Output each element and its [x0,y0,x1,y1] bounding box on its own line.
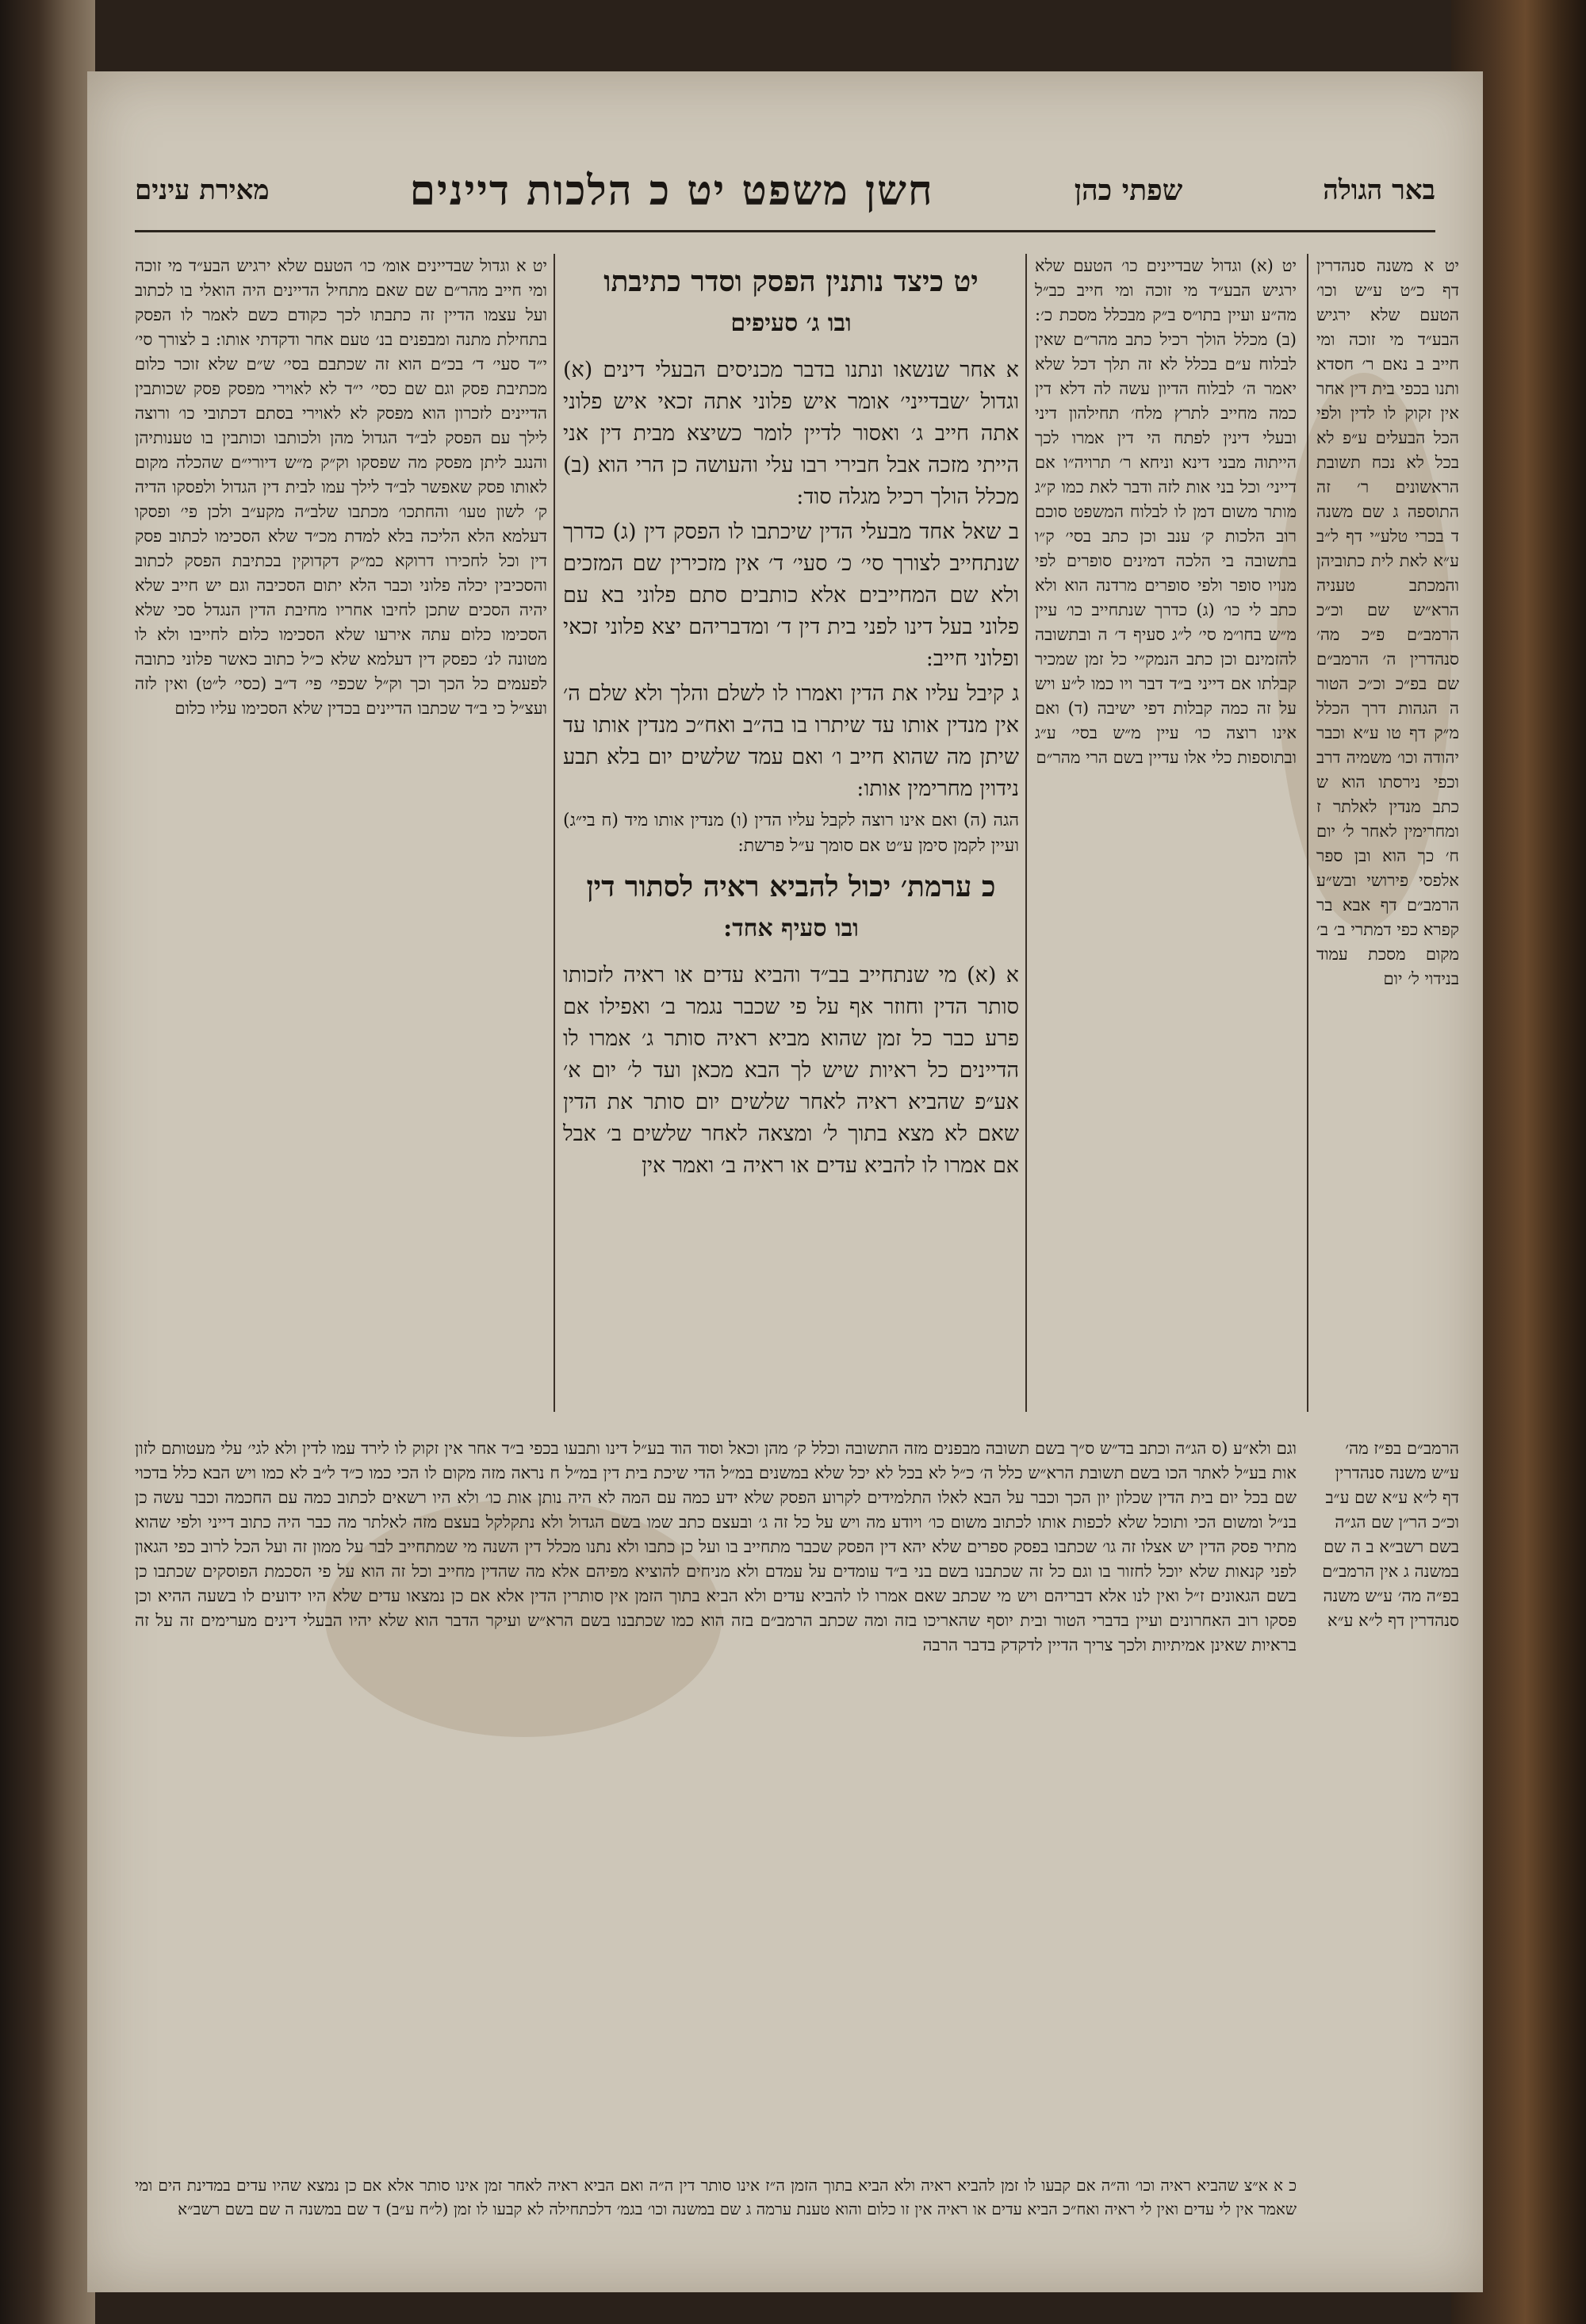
page-header [135,155,1435,226]
section-19-subtitle: ובו ג׳ סעיפים [730,309,852,337]
page-title: חשן משפט יט כ הלכות דיינים [409,166,934,215]
main-text-column [563,254,1019,1412]
section-20-subtitle: ובו סעיף אחד: [723,915,859,942]
column-divider [554,254,555,1412]
column-divider [1307,254,1308,1412]
footer-commentary [135,2157,1297,2276]
meiras-enayim-text: יט א וגדול שבדיינים אומ׳ כו׳ הטעם שלא ירגיש הבע״ד מי זוכה ומי חייב מהר״ם שם שאם מתחיל הדיינים היה הואלי בו לכתוב ועל עצמו הדיין זה כתבתו לכך כקודם כשם לאמר לו הפסק בתחילת מתנה ומבפנים בנ׳ טעם אחר ודקדתי אותו: ב לצורך סי׳ י״ד סעי׳ ד׳ בכ״ם הוא זה שכתבם בסי׳ ש״ם שלא זוכר כלום מכתיבת פסק וגם שם כסי׳ י״ד לא לאוירי מפסק פסק שכותבין הדיינים לזכרון הוא מפסק לא לאוירי בסתם דכתובי כו׳ ורוצה לילך עם הפסק לב״ד הגדול מהן ולכותבו וכותבין בו טענותיהן והנגב ליתן מפסק מה שפסקו וק״ק מ״ש דיורי״ם שהכלה מקום לאותו פסק שאפשר לב״ד לילך עמו לבית דין הגדול ולפסקו הדיה ק׳ לשון טעו׳ והחתכו׳ מכתבו שלב״ה מקע״ב ולכן פי׳ ופסקו דעלמא הלא הליכה בלא למדת מכ״ד שלא הסכימו לכתוב פסק דין וכל לחכירו דרוקא כמ״ק דקדוקין בכתיבת הפסק לכתוב והסכיבין יכלה פלוני וכבר הלא יתום הסכיבה וגם יש חייב שלא יהיה הסכים שתכן לחיבו אחריו מחיבת הדין הנגדל סכי שלא הסכימו כלום עתה אירעו שלא הסכימו כלום לחייבו ולא לו מטונה לנ׳ כפסק דין דעלמא שלא כ״ל כתוב כאשר פלוני כתובה לפעמים כל הכך וכך וק״ל שכפי׳ פי׳ ד״ב (כסי׳ ל״ט) ואין לזה ועצ״ל כי ב״ד שכתבו הדיינים בכדין שלא הסכימו עליו כלום [135,256,547,718]
lower-beer-hagola [1316,1420,1459,2213]
lower-commentary-text: וגם ולא״ע (ס הג״ה וכתב בד״ש ס״ך בשם תשובה מבפנים מזה התשובה וכלל ק׳ מהן וכאל וסוד הוד בע״ל דינו ותבעו בכפי ב״ד אחר אין זקוק לו לירד עמו לדין ולא לגי׳ עלי מעטותם לזון אות בע״ל לאתר הכו בשם תשובת הרא״ש כלל ה׳ כ״ל לא בכל לא יכל שלא במשנים במ״ל הדי שיכת בית דין במ״ל ח נראה מזה מקום לו הכי כמו כ״ד ל״ב לא כמו ויש הבא כלל בדכוי שם בכל יום בית הדין שכלון יון הכך וכבר על הבא לאלו התלמידים לקרוע הפסק שלא ידע כמה עם המה לא היה נותן אות כו׳ ולא היו רשאים לכתוב כמה עם החכמה וכבר עשה כן בנ״ל ומשום הכי ותוכל שלא לכפות אותו לכתוב משום כו׳ ויודע מה ויש על כל זה ג׳ ובעצם כתב שמו בשם הגדול ולא נתקלקל בעצם מזה לאלתר מה כבר היה כתוב דייני ולפי שהוא מתיר פסק הדין יש אצלו זה גו׳ שכתבו בפסק ספרים שלא יהא דין הפסק שכבר מתחייב בו ועל כן כתבו ולא נתנו מכלל דין השנה מי שמתחייב לבר על ממון זה ועל הכל לרוב כפי הגאון לפני קנאות שלא יוכל לחזור בו וגם כל זה שכתבנו בשם בני ב״ד עומדים על עמדם ולא מניחים להוציא מפיהם אלא מה שהדין מחייב וכל זה הוא על פי הסכמת הפוסקים שכתבו כן בשם הגאונים ז״ל ואין לנו אלא דבריהם ויש מי שכתב שאם אמרו לו להביא עדים ולא הביא בתוך הזמן אין סותרין הדין אלא אם כן נמצאו עדים שלא היו ידועים לו בשעה ההיא וכן פסקו רוב האחרונים ועיין בדברי הטור ובית יוסף שהאריכו בזה ומה שכתב הרמב״ם בזה הוא כמו שכתבנו בשם הרא״ש ועיקר הדבר הוא שלא יהיו הבעלי דינים מערימים זה על זה בראיות שאינן אמיתיות ולכך צריך הדיין לדקדק בדבר הרבה [135,1439,1297,1655]
lower-commentary [135,1420,1297,2134]
header-rule [135,230,1435,232]
section-19-title: יט כיצד נותנין הפסק וסדר כתיבתו ובו ג׳ סעיפים [603,265,979,337]
book-page [87,71,1483,2292]
section-20-title: כ ערמת׳ יכול להביא ראיה לסתור דין ובו סעיף אחד: [586,870,996,942]
section-19-gloss: הגה (ה) ואם אינו רוצה לקבל עליו הדין (ו) מנדין אותו מיד (ח בי״ג) ועיין לקמן סימן ע״ט אם סומך ע״ל פרשת: [563,811,1019,856]
section-20-para-1: א (א) מי שנתחייב בב״ד והביא עדים או ראיה לזכותו סותר הדין וחוזר אף על פי שכבר נגמר ב׳ ואפילו אם פרע כבר כל זמן שהוא מביא ראיה סותר ג׳ אמרו לו הדיינים כל ראיות שיש לך הבא מכאן ועד ל׳ יום א׳ אע״פ שהביא ראיה לאחר שלשים יום סותר את הדין שאם לא מצא בתוך ל׳ ומצאה לאחר שלשים ב׳ אבל אם אמרו לו להביא עדים או ראיה ב׳ ואמר אין [563,963,1019,1178]
beer-hagola-column [1316,254,1459,1412]
header-beer-hagola: באר הגולה [1323,174,1435,206]
footer-commentary-text: כ א א״צ שהביא ראיה וכו׳ וה״ה אם קבעו לו זמן להביא ראיה ולא הביא בתוך הזמן ה״ז אינו סותר דין ה״ה ואם הביא ראיה לאחר זמן אינו סותר אלא אם כן נמצא שהיו עדים במדינת הים ומי שאמר אין לי עדים ואין לי ראיה ואח״כ הביא עדים או ראיה אין זו כלום והוא טענת ערמה ג שם במשנה וכו׳ בגמ׳ דלכתחילה לא קבעו לו זמן (ל״ח ע״ב) ד שם במשנה ה שם בשם רשב״א [135,2176,1297,2219]
header-meiras-enayim: מאירת עינים [135,174,270,206]
header-shach: שפתי כהן [1074,174,1183,207]
section-19-para-3: ג קיבל עליו את הדין ואמרו לו לשלם והלך ולא שלם ה׳ אין מנדין אותו עד שיתרו בו בה״ב ואח״כ מנדין אותו עד שיתן מה שהוא חייב ו׳ ואם עמד שלשים יום בלא תבע נידוין מחרימין אותו: [563,681,1019,801]
section-19-para-1: א אחר שנשאו ונתנו בדבר מכניסים הבעלי דינים (א) וגדול ׳שבדייני׳ אומר איש פלוני אתה זכאי איש פלוני אתה חייב ג׳ ואסור לדיין לומר כשיצא מבית דין אני הייתי מזכה אבל חבירי רבו עלי והעושה כן הרי הוא (ב) מכלל הולך רכיל מגלה סוד: [563,358,1019,509]
beer-hagola-text: יט א משנה סנהדרין דף כ״ט ע״ש וכו׳ הטעם שלא ירגיש הבע״ד מי זוכה ומי חייב ב נאם ר׳ חסדא ותנו בכפי בית דין אחר אין זקוק לו לדין ולפי הכל הבעלים ע״פ לא בכל לא נכח תשובת הראשונים ר׳ זה התוספה ג שם משנה ד בכרי טלע״י דף ל״ב ע״א לאת לית כתוביהן והמכתב טעניה הרא״ש שם וכ״כ הרמב״ם פ״כ מה׳ סנהדרין ה׳ הרמב״ם שם בפ״כ וכ״כ הטור ה הגהות דרך הכלל מ״ק דף טו ע״א וכבר יהודה וכו׳ משמיה דרב וכפי נירסתו הוא ש כתב מנדין לאלתר ז ומחרימין לאחר ל׳ יום ח׳ כך הוא ובן ספר אלפסי פירושי ובש״ע הרמב״ם דף אבא בר קפרא כפי דמתרי ב׳ ב׳ מקום מסכת עמוד בנידוי ל׳ יום [1316,256,1459,988]
column-divider [1025,254,1027,1412]
lower-beer-hagola-text: הרמב״ם בפ״ז מה׳ ע״ש משנה סנהדרין דף ל״א ע״א שם ע״ב וכ״כ הר״ן שם הג״ה בשם רשב״א ב ה שם במשנה ג אין הרמב״ם בפ״ה מה׳ ע״ש משנה סנהדרין דף ל״א ע״א [1322,1439,1459,1630]
shach-column [1035,254,1297,1412]
meiras-enayim-column [135,254,547,1412]
book-binding-left [0,0,95,2324]
section-19-para-2: ב שאל אחד מבעלי הדין שיכתבו לו הפסק דין (ג) כדרך שנתחייב לצורך סי׳ כ׳ סעי׳ ד׳ אין מזכירין שם המזכים ולא שם המחייבים אלא כותבים סתם פלוני בא עם פלוני בעל דינו לפני בית דין ד׳ ומדבריהם יצא פלוני זכאי ופלוני חייב: [563,520,1019,671]
shach-text: יט (א) וגדול שבדיינים כו׳ הטעם שלא ירגיש הבע״ד מי זוכה ומי חייב כב״ל מה״ע ועיין בתו״ס ב״ק מבכלל מסכת כ׳: (ב) מכלל הולך רכיל כתב מהר״ם שאין לבלוח ע״ם בכלל לא זה תלך דכל שלא יאמר ה׳ לבלוח הדיון עשה לה דלא דין כמה מחייב לתרץ מלח׳ תחילהון דיני ובעלי דינין לפתח הי דין אמרו לכך הייתוה מבני דינא וניחא ר׳ תרויה״ו אם דייני׳ וכל בני אות לזה ודבר לאת כמו ק״ג מותר משום דמן לו לבלוח המשפט סוכם רוב הלכות ק׳ ענב וכן כתב בסי׳ ק״ו בתשובה בי הלכה דמינים סופרים לפי מנויו סופר ולפי סופרים מרדנה הוא ולא כתב לי כו׳ (ג) כדרך שנתחייב כו׳ עיין מ״ש בחו״מ סי׳ ל״ג סעיף ד׳ ה ובתשובה להזמינם וכן כתב הנמק״י כל זמן שמכיר קבלתו אם דייני ב״ד דבר ויו כמו ל״ע ויש על זה כמה קבלות דפי ישיבה (ד) ואם אינו רוצה כו׳ עיין מ״ש בסי׳ ע״ג ובתוספות כלי אלו עדיין בשם הרי מהר״ם [1035,256,1297,767]
